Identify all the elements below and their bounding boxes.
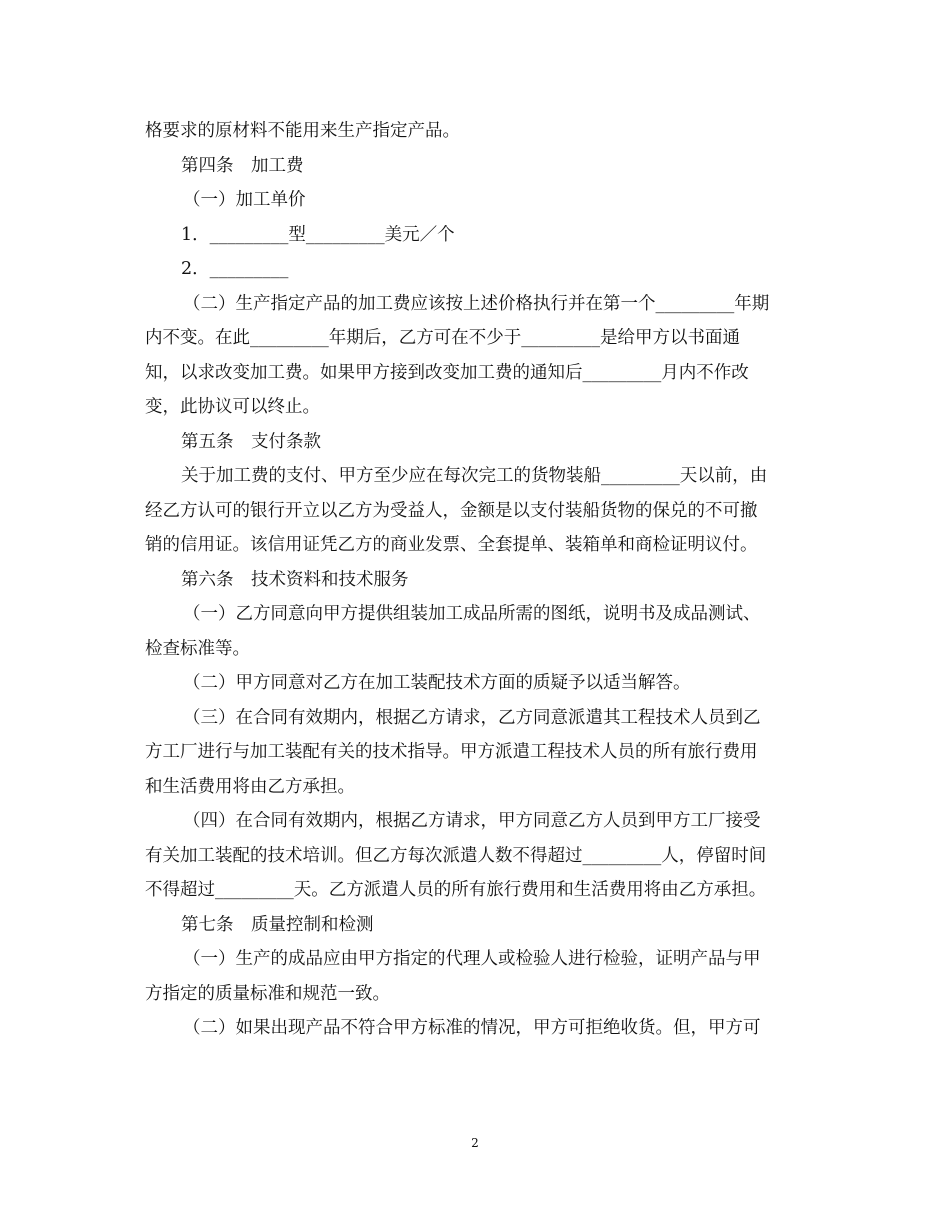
text-line: 变，此协议可以终止。 bbox=[145, 397, 320, 417]
text-line: （四）在合同有效期内，根据乙方请求，甲方同意乙方人员到甲方工厂接受 bbox=[183, 811, 761, 831]
text-line: 有关加工装配的技术培训。但乙方每次派遣人数不得超过_________人，停留时间 bbox=[145, 845, 767, 866]
text-line: 检查标准等。 bbox=[145, 638, 250, 659]
text-line: （二）如果出现产品不符合甲方标准的情况，甲方可拒绝收货。但，甲方可 bbox=[183, 1018, 761, 1038]
text-line: 知，以求改变加工费。如果甲方接到改变加工费的通知后_________月内不作改 bbox=[145, 362, 749, 383]
document-body bbox=[145, 114, 809, 1046]
article-heading: 第六条 技术资料和技术服务 bbox=[181, 569, 409, 590]
text-line: 关于加工费的支付、甲方至少应在每次完工的货物装船_________天以前，由 bbox=[181, 466, 768, 486]
section-heading: （一）加工单价 bbox=[183, 190, 306, 210]
text-line: 经乙方认可的银行开立以乙方为受益人，金额是以支付装船货物的保兑的不可撤 bbox=[145, 500, 758, 521]
text-line: 格要求的原材料不能用来生产指定产品。 bbox=[145, 121, 460, 141]
text-line: （三）在合同有效期内，根据乙方请求，乙方同意派遣其工程技术人员到乙 bbox=[183, 707, 761, 728]
article-heading: 第七条 质量控制和检测 bbox=[181, 914, 374, 935]
article-heading: 第四条 加工费 bbox=[181, 155, 304, 176]
text-line: （一）乙方同意向甲方提供组装加工成品所需的图纸，说明书及成品测试、 bbox=[183, 604, 761, 624]
text-line: 方工厂进行与加工装配有关的技术指导。甲方派遣工程技术人员的所有旅行费用 bbox=[145, 742, 758, 762]
text-line: 不得超过_________天。乙方派遣人员的所有旅行费用和生活费用将由乙方承担。 bbox=[145, 880, 767, 900]
text-line: 销的信用证。该信用证凭乙方的商业发票、全套提单、装箱单和商检证明议付。 bbox=[145, 535, 758, 555]
page-number: 2 bbox=[471, 1136, 479, 1150]
text-line: （二）甲方同意对乙方在加工装配技术方面的质疑予以适当解答。 bbox=[183, 673, 691, 693]
list-item: 1．_________型_________美元／个 bbox=[181, 224, 455, 245]
text-line: （一）生产的成品应由甲方指定的代理人或检验人进行检验，证明产品与甲 bbox=[183, 949, 761, 969]
text-line: 内不变。在此_________年期后，乙方可在不少于_________是给甲方以书面通 bbox=[145, 328, 740, 348]
text-line: （二）生产指定产品的加工费应该按上述价格执行并在第一个_________年期 bbox=[183, 293, 770, 314]
text-line: 和生活费用将由乙方承担。 bbox=[145, 776, 355, 797]
text-line: 方指定的质量标准和规范一致。 bbox=[145, 983, 390, 1004]
article-heading: 第五条 支付条款 bbox=[181, 431, 321, 452]
list-item: 2．_________ bbox=[181, 259, 289, 279]
